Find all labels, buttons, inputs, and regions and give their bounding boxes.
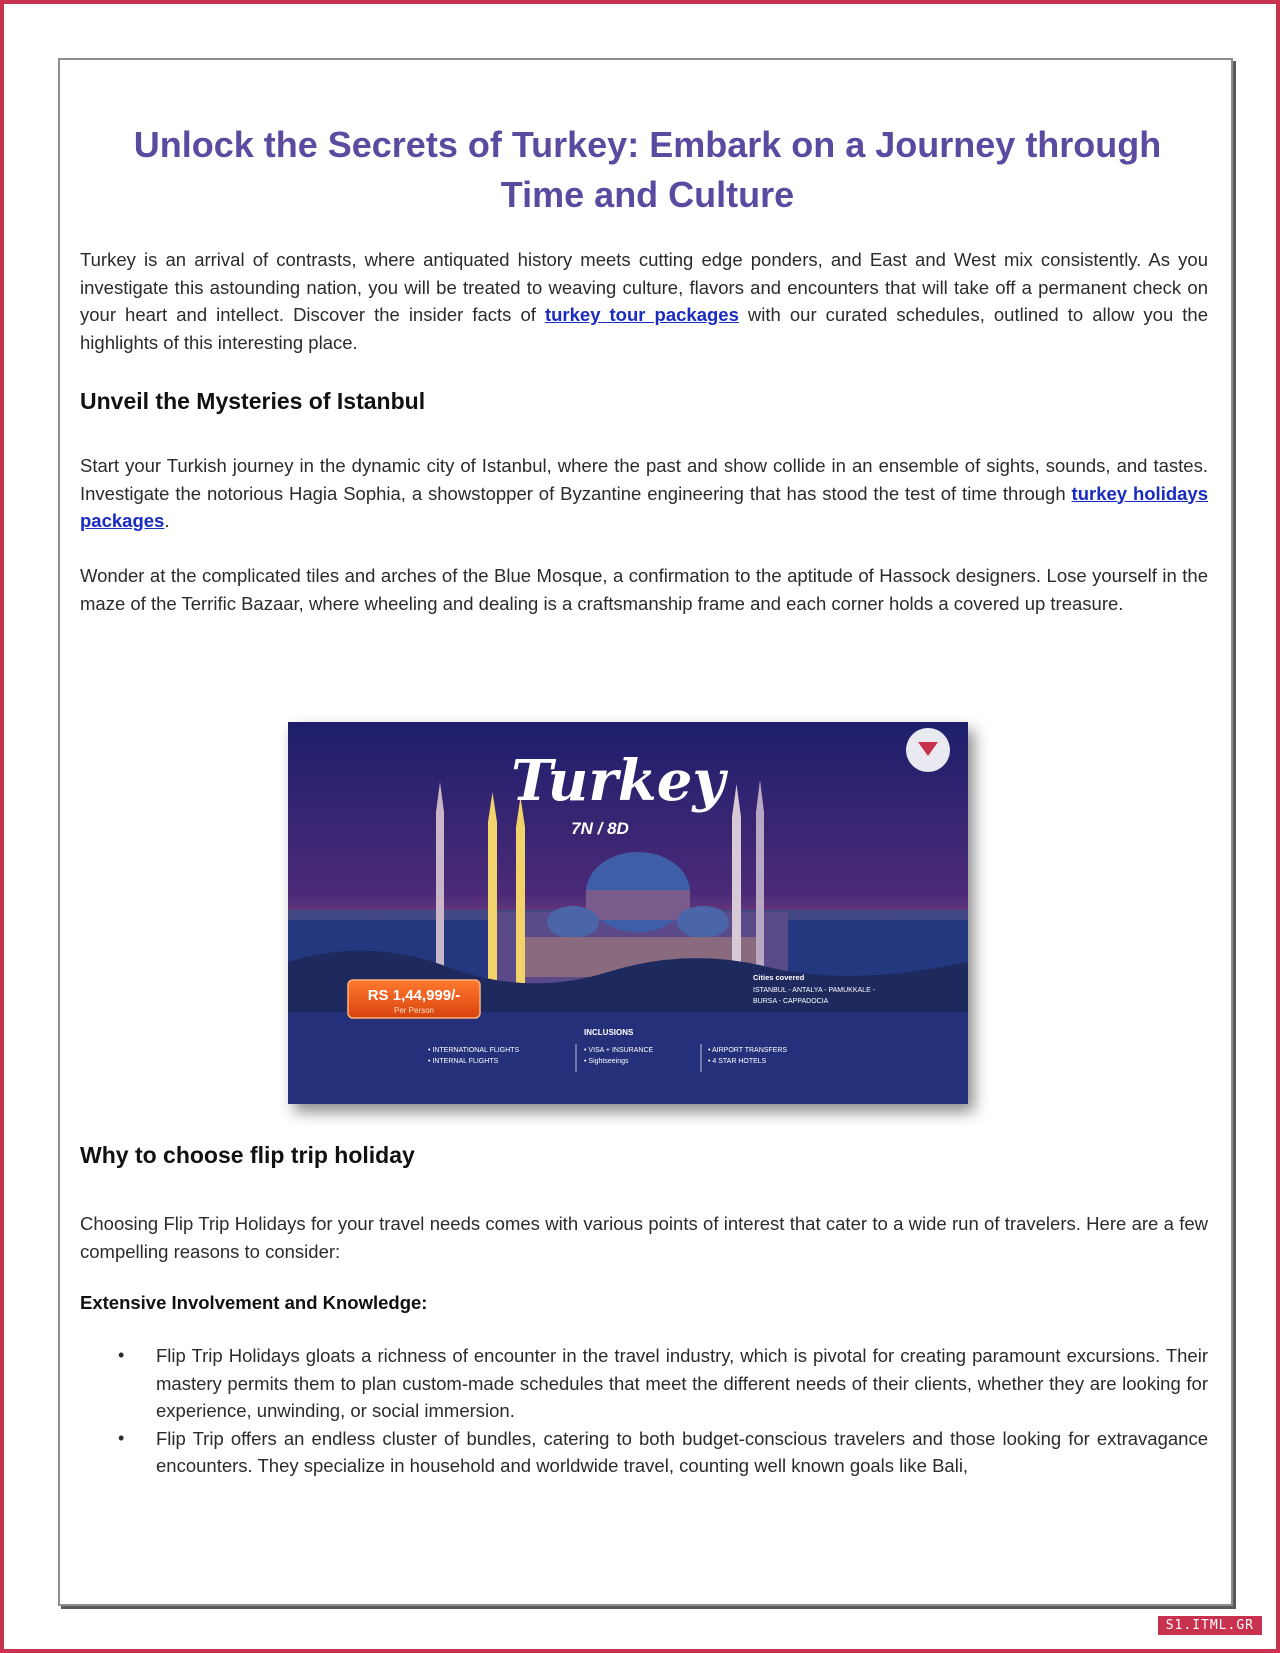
inclusion-international-flights: • INTERNATIONAL FLIGHTS	[428, 1047, 520, 1054]
subheading-extensive-involvement: Extensive Involvement and Knowledge:	[80, 1292, 428, 1313]
inclusion-visa-insurance: • VISA + INSURANCE	[584, 1047, 654, 1054]
why-choose-paragraph: Choosing Flip Trip Holidays for your travel needs comes with various points of interest that cater to a wide run of travelers. Here are a few compelling reasons to consider:	[80, 1213, 1208, 1262]
section-heading-why-choose: Why to choose flip trip holiday	[80, 1142, 415, 1168]
inclusion-internal-flights: • INTERNAL FLIGHTS	[428, 1058, 499, 1065]
banner-illustration	[288, 722, 968, 1104]
list-item: • Flip Trip offers an endless cluster of bundles, catering to both budget-conscious travelers and those looking for extravagance encounters. They specialize in household and worldwide travel, counting well known goals like Bali,	[80, 1425, 1208, 1480]
inclusion-4-star-hotels: • 4 STAR HOTELS	[708, 1058, 767, 1065]
watermark-badge: S1.ITML.GR	[1158, 1616, 1262, 1635]
intro-paragraph: Turkey is an arrival of contrasts, where antiquated history meets cutting edge ponders, and East and West mix consistently. As you investigate this astounding nation, you will be treated to weaving culture, flavors and encounters that will take off a permanent check on your heart and intellect. Discover the insider facts of turkey tour packages with our curated schedules, outlined to allow you the highlights of this interesting place.	[80, 249, 1208, 353]
turkey-tour-packages-link[interactable]: turkey tour packages	[544, 304, 739, 325]
inclusion-sightseeings: • Sightseeings	[584, 1058, 629, 1065]
price-note: Per Person	[393, 1006, 435, 1015]
reasons-list	[80, 1342, 1208, 1480]
bullet-icon: •	[118, 1427, 125, 1448]
inclusions-heading: INCLUSIONS	[584, 1028, 634, 1037]
istanbul-paragraph-2: Wonder at the complicated tiles and arches of the Blue Mosque, a confirmation to the aptitude of Hassock designers. Lose yourself in the maze of the Terrific Bazaar, where wheeling and dealing is a craftsmanship frame and each corner holds a covered up treasure.	[80, 565, 1208, 614]
price-badge	[348, 980, 480, 1018]
list-item: • Flip Trip Holidays gloats a richness of encounter in the travel industry, which is pivotal for creating paramount excursions. Their mastery permits them to plan custom-made schedules that meet the different needs of their clients, whether they are looking for experience, unwinding, or social immersion.	[80, 1342, 1208, 1425]
istanbul-paragraph-1: Start your Turkish journey in the dynamic city of Istanbul, where the past and show collide in an ensemble of sights, sounds, and tastes. Investigate the notorious Hagia Sophia, a showstopper of Byzantine engineering that has stood the test of time through turkey holidays packages.	[80, 455, 1208, 531]
bullet-icon: •	[118, 1345, 125, 1365]
section-heading-istanbul: Unveil the Mysteries of Istanbul	[80, 388, 426, 414]
price-text: RS 1,44,999/-	[367, 987, 461, 1004]
turkey-package-banner	[288, 722, 968, 1104]
inclusion-airport-transfers: • AIRPORT TRANSFERS	[708, 1047, 788, 1054]
page-title: Unlock the Secrets of Turkey: Embark on a Journey through Time and Culture	[133, 124, 1162, 215]
cities-heading: Cities covered	[753, 973, 805, 982]
cities-line-2: BURSA - CAPPADOCIA	[753, 998, 829, 1005]
turkey-holidays-packages-link[interactable]: turkey holidays packages	[80, 482, 1208, 531]
banner-duration: 7N / 8D	[571, 819, 629, 838]
cities-line-1: ISTANBUL - ANTALYA - PAMUKKALE -	[753, 987, 876, 994]
document-page	[58, 58, 1233, 1606]
banner-title: Turkey	[511, 748, 725, 814]
